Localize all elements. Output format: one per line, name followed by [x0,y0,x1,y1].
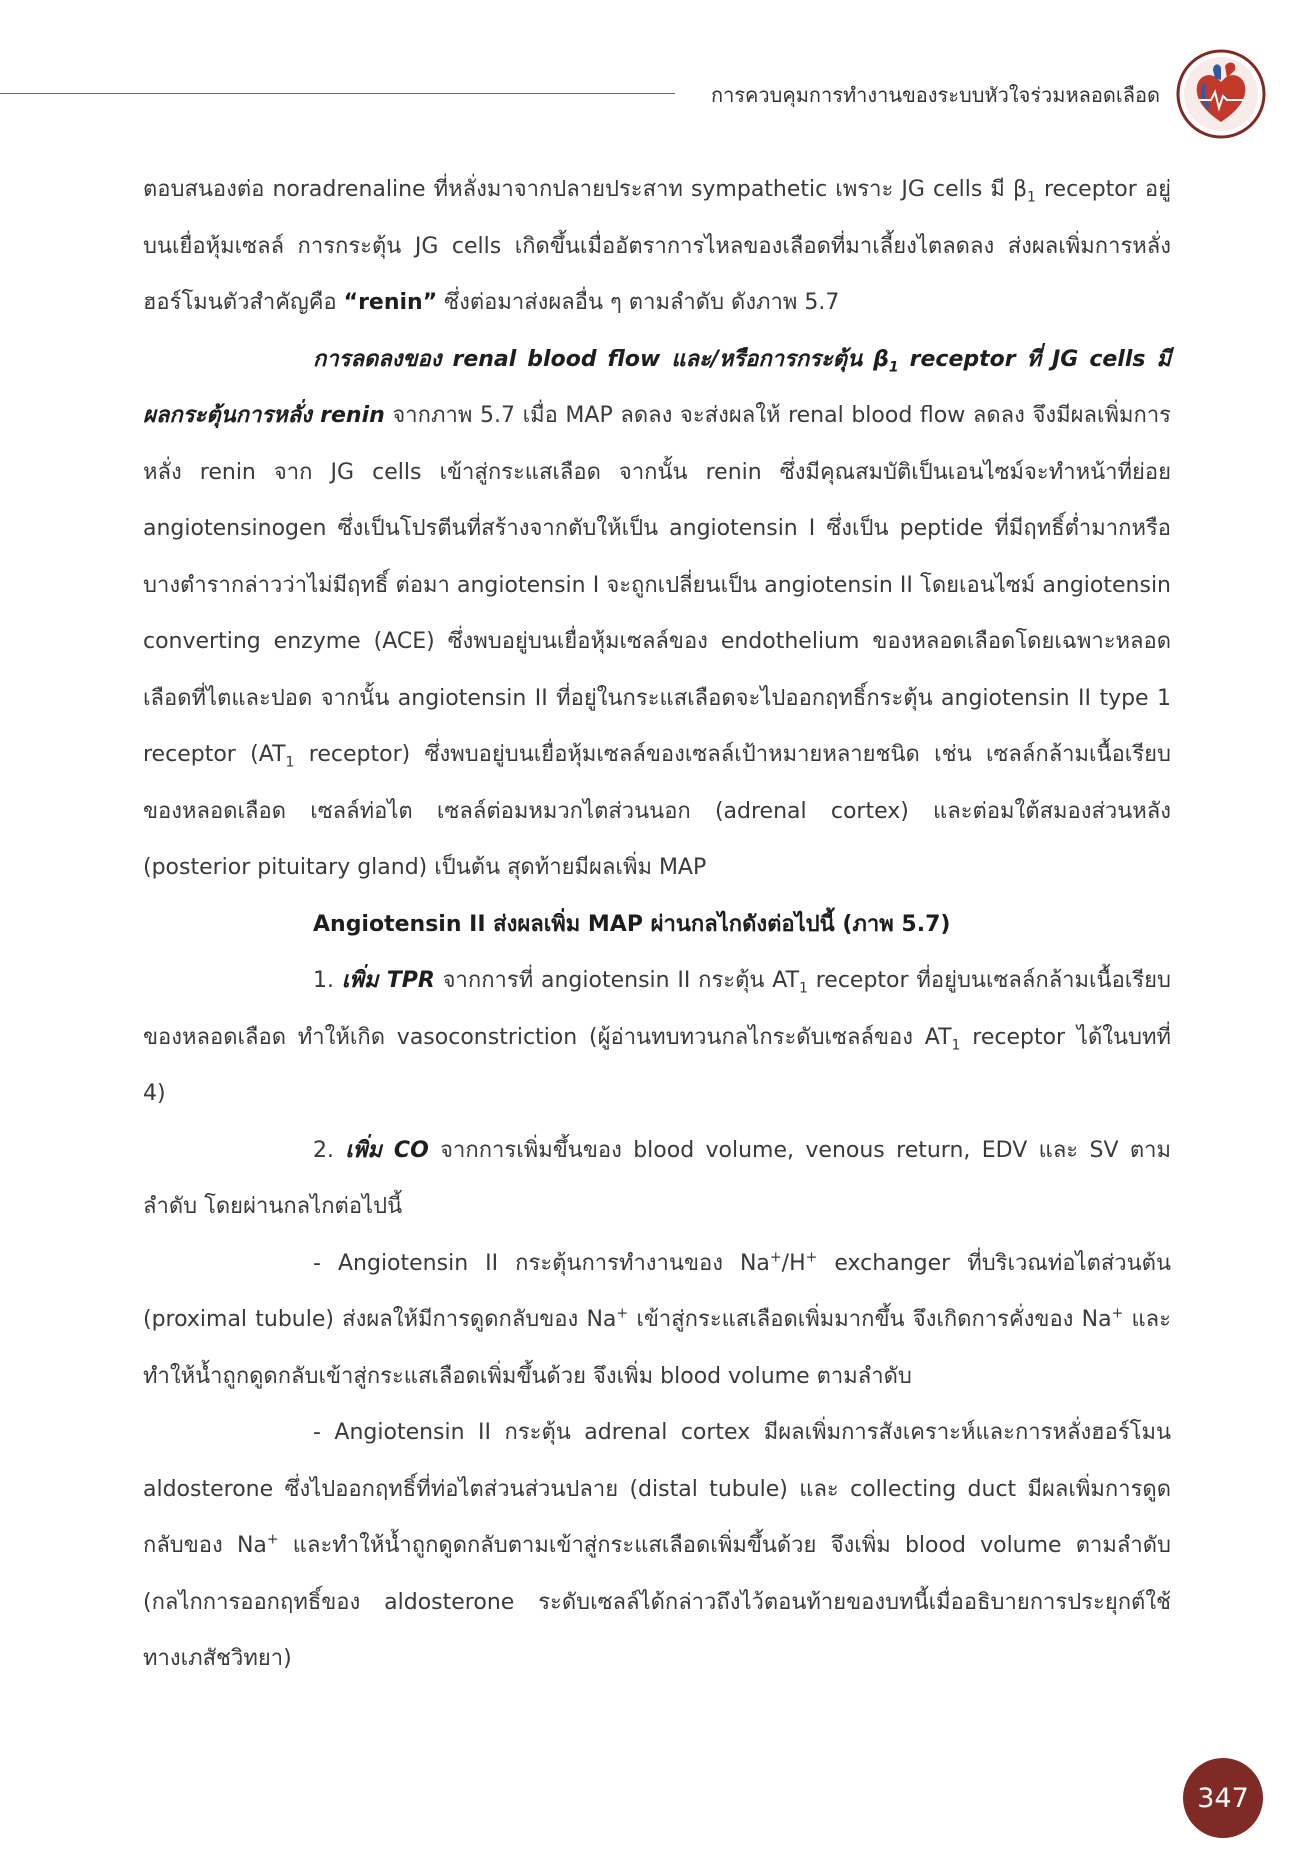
header-rule [0,93,675,94]
bullet-na-h-exchanger: - Angiotensin II กระตุ้นการทำงานของ Na+/H+ exchanger ที่บริเวณท่อไตส่วนต้น (proximal tubule) ส่งผลให้มีการดูดกลับของ Na+ เข้าสู่กระแสเลือดเพิ่มมากขึ้น จึงเกิดการคั่งของ Na+ และทำให้น้ำถูกดูดกลับเข้าสู่กระแสเลือดเพิ่มขึ้นด้วย จึงเพิ่ม blood volume ตามลำดับ [143,1249,1171,1389]
page-number-badge: 347 [1183,1758,1263,1838]
list-item-co: 2. เพิ่ม CO จากการเพิ่มขึ้นของ blood volume, venous return, EDV และ SV ตามลำดับ โดยผ่านกลไกต่อไปนี้ [143,1137,1172,1219]
renin-term: “renin” [343,290,438,315]
list-item-tpr: 1. เพิ่ม TPR จากการที่ angiotensin II กระตุ้น $AT_1$ receptor ที่อยู่บนเซลล์กล้ามเนื้อเรียบของหลอดเลือด ทำให้เกิด vasoconstriction (ผู้อ่านทบทวนกลไกระดับเซลล์ของ $AT_1$ receptor ได้ในบทที่ 4) [143,968,1171,1106]
bullet-aldosterone: - Angiotensin II กระตุ้น adrenal cortex มีผลเพิ่มการสังเคราะห์และการหลั่งฮอร์โมน aldosterone ซึ่งไปออกฤทธิ์ที่ท่อไตส่วนส่วนปลาย (distal tubule) และ collecting duct มีผลเพิ่มการดูดกลับของ Na+ และทำให้น้ำถูกดูดกลับตามเข้าสู่กระแสเลือดเพิ่มขึ้นด้วย จึงเพิ่ม blood volume ตามลำดับ (กลไกการออกฤทธิ์ของ aldosterone ระดับเซลล์ได้กล่าวถึงไว้ตอนท้ายของบทนี้เมื่ออธิบายการประยุกต์ใช้ทางเภสัชวิทยา) [143,1420,1171,1671]
paragraph-renin-release: การลดลงของ renal blood flow และ/หรือการกระตุ้น $\beta_1$ receptor ที่ JG cells มีผลกระตุ้นการหลั่ง renin จากภาพ 5.7 เมื่อ MAP ลดลง จะส่งผลให้ renal blood flow ลดลง จึงมีผลเพิ่มการหลั่ง renin จาก JG cells เข้าสู่กระแสเลือด จากนั้น renin ซึ่งมีคุณสมบัติเป็นเอนไซม์จะทำหน้าที่ย่อย angiotensinogen ซึ่งเป็นโปรตีนที่สร้างจากตับให้เป็น angiotensin I ซึ่งเป็น peptide ที่มีฤทธิ์ต่ำมากหรือบางตำรากล่าวว่าไม่มีฤทธิ์ ต่อมา angiotensin I จะถูกเปลี่ยนเป็น angiotensin II โดยเอนไซม์ angiotensin converting enzyme (ACE) ซึ่งพบอยู่บนเยื่อหุ้มเซลล์ของ endothelium ของหลอดเลือดโดยเฉพาะหลอดเลือดที่ไตและปอด จากนั้น angiotensin II ที่อยู่ในกระแสเลือดจะไปออกฤทธิ์กระตุ้น angiotensin II type 1 receptor ($AT_1$ receptor) ซึ่งพบอยู่บนเยื่อหุ้มเซลล์ของเซลล์เป้าหมายหลายชนิด เช่น เซลล์กล้ามเนื้อเรียบของหลอดเลือด เซลล์ท่อไต เซลล์ต่อมหมวกไตส่วนนอก (adrenal cortex) และต่อมใต้สมองส่วนหลัง (posterior pituitary gland) เป็นต้น สุดท้ายมีผลเพิ่ม MAP [143,346,1171,880]
page-body [143,162,1171,1688]
heart-icon [1175,48,1267,140]
section-heading: Angiotensin II ส่งผลเพิ่ม MAP ผ่านกลไกดังต่อไปนี้ (ภาพ 5.7) [313,911,951,937]
paragraph-jg-cells: ตอบสนองต่อ noradrenaline ที่หลั่งมาจากปลายประสาท sympathetic เพราะ JG cells มี $\beta_1$ receptor อยู่บนเยื่อหุ้มเซลล์ การกระตุ้น JG cells เกิดขึ้นเมื่ออัตราการไหลของเลือดที่มาเลี้ยงไตลดลง ส่งผลเพิ่มการหลั่งฮอร์โมนตัวสำคัญคือ “renin” ซึ่งต่อมาส่งผลอื่น ๆ ตามลำดับ ดังภาพ 5.7 [143,177,1171,315]
running-header-title: การควบคุมการทำงานของระบบหัวใจร่วมหลอดเลือด [710,83,1160,107]
